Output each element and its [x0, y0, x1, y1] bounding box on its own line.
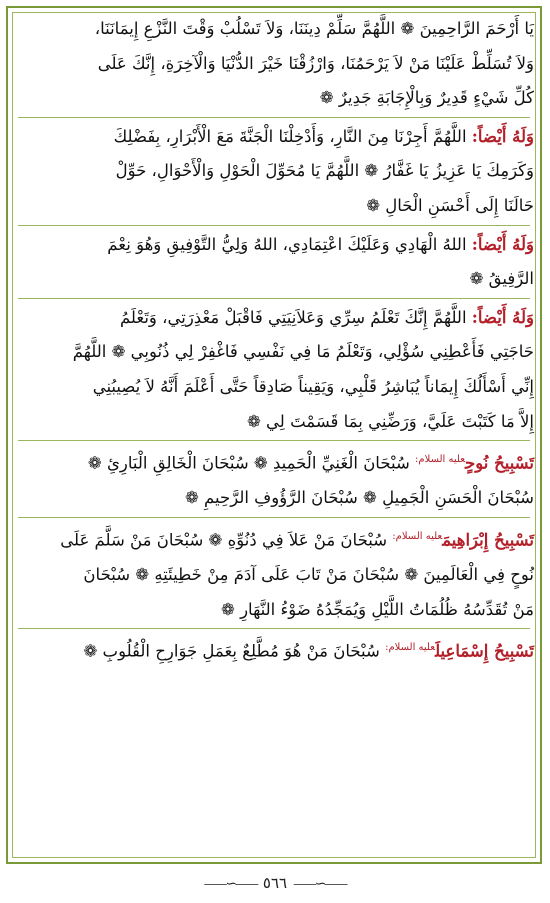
section-divider [18, 117, 530, 118]
text-line [14, 301, 534, 336]
honorific: عليه السلام: [385, 642, 436, 654]
text-line-body: اللَّهُمَّ أَجِرْنَا مِنَ النَّارِ، وَأَدْخِلْنَا الْجَنَّةَ مَعَ الْأَبْرَارِ، بِفَضْلِكَ [113, 126, 467, 146]
section-heading: تَسْبِيحُ إِسْمَاعِيلَ [435, 641, 534, 661]
text-line: يَا أَرْحَمَ الرَّاحِمِينَ ❁ اللَّهُمَّ سَلِّمْ دِينَنَا، وَلاَ تَسْلُبْ وَقْتَ النَّزْعِ إِيمَانَنَا، [94, 19, 534, 38]
section-heading: وَلَهُ أَيْضاً: [471, 126, 534, 146]
section-divider [18, 517, 530, 518]
section-divider [18, 298, 530, 299]
section-divider [18, 225, 530, 226]
text-line: سُبْحَانَ الْحَسَنِ الْجَمِيلِ ❁ سُبْحَانَ الرَّؤُوفِ الرَّحِيمِ ❁ [184, 488, 534, 508]
text-line: وَلاَ تُسَلِّطْ عَلَيْنَا مَنْ لاَ يَرْحَمُنَا، وَارْزُقْنَا خَيْرَ الدُّنْيَا وَالْآخِرَةِ، إِنَّكَ عَلَى [97, 53, 534, 73]
text-line: وَكَرَمِكَ يَا عَزِيزُ يَا غَفَّارُ ❁ اللَّهُمَّ يَا مُحَوِّلَ الْحَوْلِ وَالْأَحْوَالِ، حَوِّلْ [115, 161, 534, 181]
page-number: ٥٦٦ [262, 874, 288, 892]
text-line: حَاجَتِي فَأَعْطِنِي سُؤْلِي، وَتَعْلَمُ مَا فِي نَفْسِي فَاغْفِرْ لِي ذُنُوبِي ❁ اللَّهُمَّ [72, 342, 534, 362]
honorific: عليه السلام: [415, 454, 466, 466]
section-heading: تَسْبِيحُ نُوحٍ [465, 453, 534, 473]
text-line: الرَّفِيقُ ❁ [469, 269, 534, 289]
text-line-body: اللَّهُمَّ إِنَّكَ تَعْلَمُ سِرِّي وَعَلاَنِيَتِي فَاقْبَلْ مَعْذِرَتِي، وَتَعْلَمُ [119, 307, 467, 327]
text-line [14, 120, 534, 155]
page-content [14, 12, 534, 669]
text-line: حَالَنَا إِلَى أَحْسَنِ الْحَالِ ❁ [366, 195, 534, 215]
text-line [14, 631, 534, 669]
text-line [14, 520, 534, 558]
text-line [14, 443, 534, 481]
section-heading: تَسْبِيحُ إِبْرَاهِيمَ [442, 530, 534, 550]
text-line: مَنْ تُقَدِّسُهُ ظُلُمَاتُ اللَّيْلِ وَيُمَجِّدُهُ ضَوْءُ النَّهَارِ ❁ [221, 599, 534, 619]
footer-ornament-icon: ⸺∽⸺ [293, 876, 347, 892]
text-line: نُوحٍ فِي الْعَالَمِينَ ❁ سُبْحَانَ مَنْ تَابَ عَلَى آدَمَ مِنْ خَطِيئَتِهِ ❁ سُبْحَانَ [83, 564, 534, 584]
section-heading: وَلَهُ أَيْضاً: [471, 307, 534, 327]
text-line-body: سُبْحَانَ مَنْ هُوَ مُطَّلِعٌ بِعَمَلِ جَوَارِحِ الْقُلُوبِ ❁ [83, 641, 380, 661]
honorific: عليه السلام: [392, 530, 443, 542]
text-line-body: سُبْحَانَ مَنْ عَلاَ فِي دُنُوِّهِ ❁ سُبْحَانَ مَنْ سَلَّمَ عَلَى [60, 530, 388, 550]
text-line-body: سُبْحَانَ الْغَنِيِّ الْحَمِيدِ ❁ سُبْحَانَ الْخَالِقِ الْبَارِئِ ❁ [87, 453, 410, 473]
text-line: كُلِّ شَيْءٍ قَدِيرٌ وَبِالْإِجَابَةِ جَدِيرٌ ❁ [319, 88, 534, 108]
page-footer [0, 868, 550, 898]
section-heading: وَلَهُ أَيْضاً: [471, 234, 534, 254]
text-line: إِنِّي أَسْأَلُكَ إِيمَاناً يُبَاشِرُ قَلْبِي، وَيَقِيناً صَادِقاً حَتَّى أَعْلَمَ أَنَّهُ لاَ يُصِيبُنِي [92, 376, 534, 396]
text-line [14, 228, 534, 263]
footer-ornament-icon: ⸺∽⸺ [203, 876, 257, 892]
section-divider [18, 440, 530, 441]
text-line-body: اللهُ الْهَادِي وَعَلَيْكَ اعْتِمَادِي، اللهُ وَلِيُّ التَّوْفِيقِ وَهُوَ نِعْمَ [107, 234, 467, 254]
section-divider [18, 628, 530, 629]
text-line: إِلاَّ مَا كَتَبْتَ عَلَيَّ، وَرَضِّنِي بِمَا قَسَمْتَ لِي ❁ [246, 411, 534, 431]
